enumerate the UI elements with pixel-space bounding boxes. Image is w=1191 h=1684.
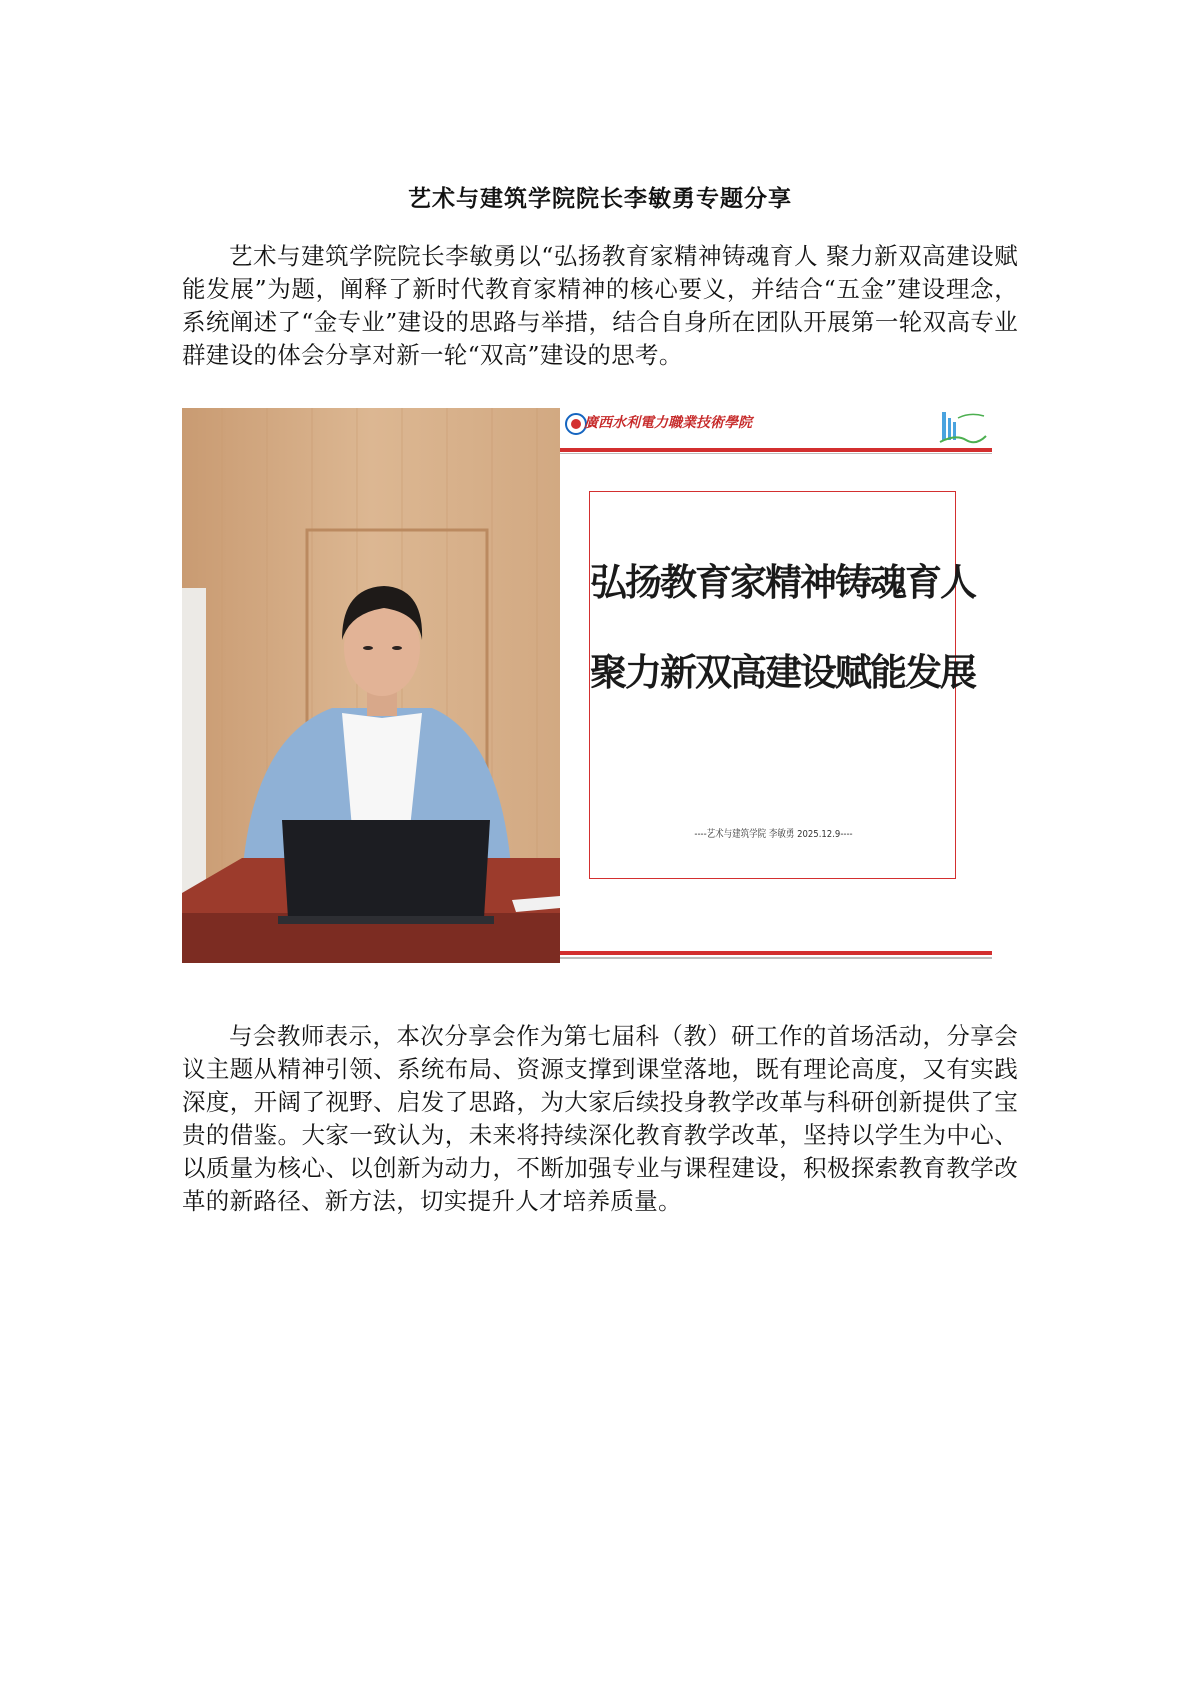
slide-title-line-2: 聚力新双高建设赋能发展 — [590, 651, 975, 694]
article-paragraph-intro: 艺术与建筑学院院长李敏勇以“弘扬教育家精神铸魂育人 聚力新双高建设赋能发展”为题，阐释了新时代教育家精神的核心要义，并结合“五金”建设理念，系统阐述了“金专业”建设的思路与举措，结合自身所在团队开展第一轮双高专业群建设的体会分享对新一轮“双高”建设的思考。 — [182, 242, 1018, 369]
slide-footer-rule — [560, 951, 992, 955]
slide-title-line-1: 弘扬教育家精神铸魂育人 — [590, 561, 975, 604]
article-paragraph-feedback: 与会教师表示，本次分享会作为第七届科（教）研工作的首场活动，分享会议主题从精神引领、系统布局、资源支撑到课堂落地，既有理论高度，又有实践深度，开阔了视野、启发了思路，为大家后续投身教学改革与科研创新提供了宝贵的借鉴。大家一致认为，未来将持续深化教育教学改革，坚持以学生为中心、以质量为核心、以创新为动力，不断加强专业与课程建设，积极探索教育教学改革的新路径、新方法，切实提升人才培养质量。 — [182, 1022, 1018, 1215]
speaker-photo — [182, 408, 560, 963]
presentation-slide — [560, 408, 992, 963]
event-photo — [182, 408, 992, 963]
slide-footer-subrule — [560, 957, 992, 959]
slide-title-frame — [589, 491, 975, 879]
school-name: 廣西水利電力職業技術學院 — [584, 415, 752, 431]
slide-header-rule — [560, 448, 992, 452]
slide-byline: ----艺术与建筑学院 李敏勇 2025.12.9---- — [694, 829, 853, 840]
department-logo-icon — [936, 408, 988, 448]
article-title: 艺术与建筑学院院长李敏勇专题分享 — [408, 186, 792, 212]
slide-header-subrule — [560, 453, 992, 454]
